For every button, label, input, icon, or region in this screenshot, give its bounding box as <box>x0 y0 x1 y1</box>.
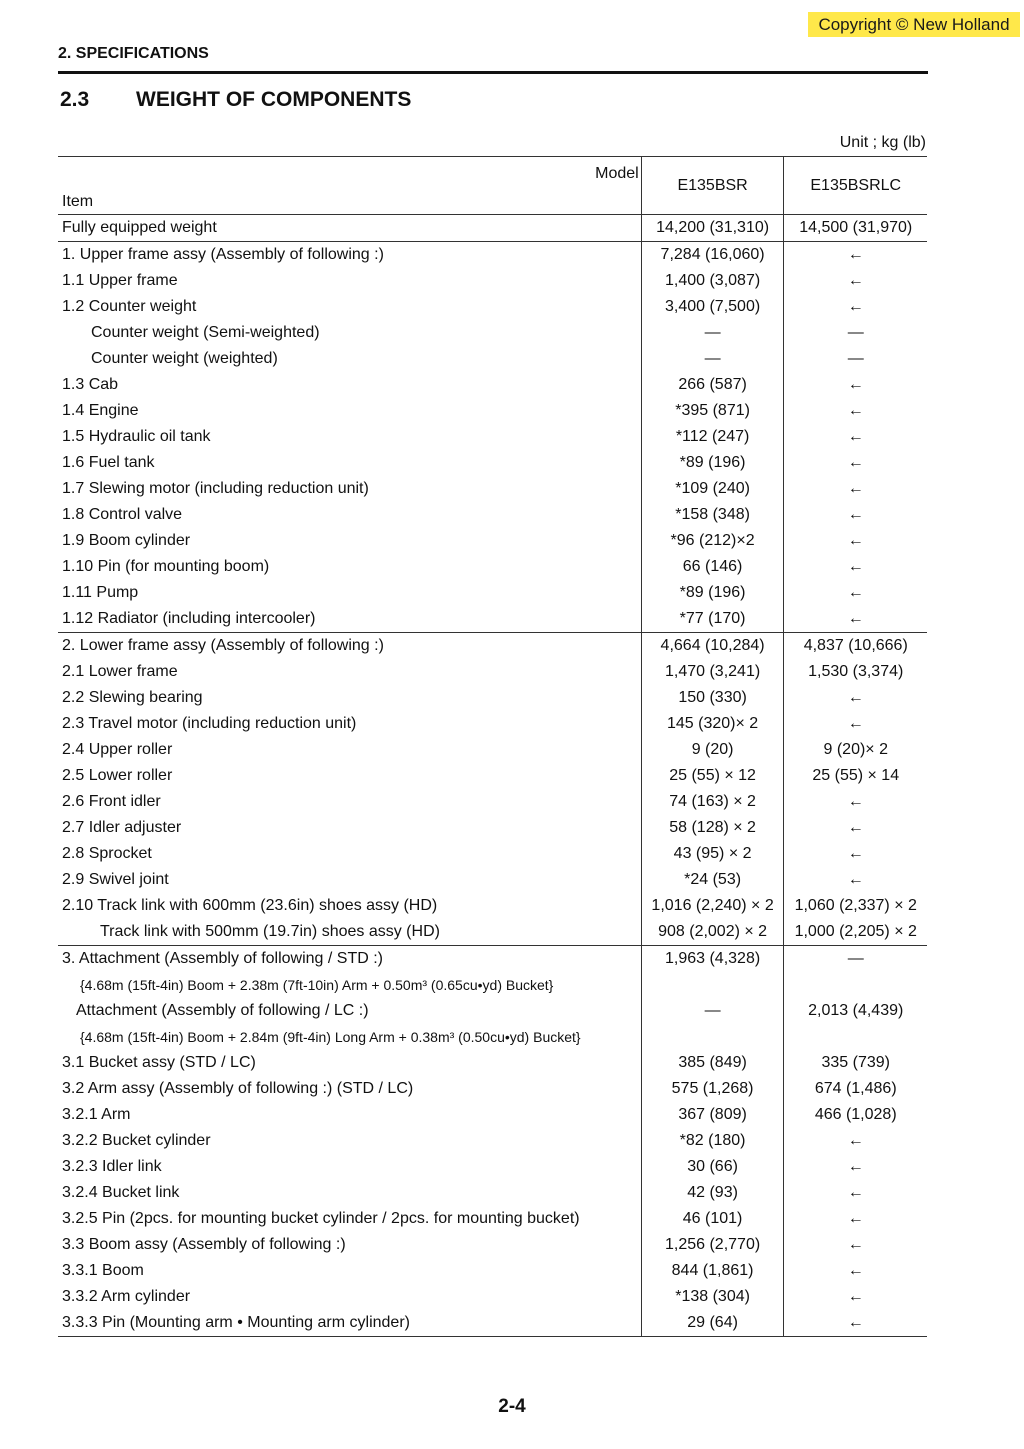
item-cell: 2.10 Track link with 600mm (23.6in) shoes assy (HD) <box>58 893 641 919</box>
item-cell: 3.3.3 Pin (Mounting arm • Mounting arm cylinder) <box>58 1310 641 1337</box>
table-row <box>58 528 927 554</box>
table-row <box>58 372 927 398</box>
e135bsr-weight-cell: 150 (330) <box>641 685 784 711</box>
item-cell: 2.7 Idler adjuster <box>58 815 641 841</box>
item-cell: 1.6 Fuel tank <box>58 450 641 476</box>
e135bsr-weight-cell: *138 (304) <box>641 1284 784 1310</box>
e135bsr-weight-cell: 9 (20) <box>641 737 784 763</box>
item-cell: 2.2 Slewing bearing <box>58 685 641 711</box>
item-cell: 1.11 Pump <box>58 580 641 606</box>
e135bsr-weight-cell: 908 (2,002) × 2 <box>641 919 784 946</box>
table-row <box>58 659 927 685</box>
table-row <box>58 1128 927 1154</box>
e135bsrlc-weight-cell: 2,013 (4,439) <box>808 1002 904 1019</box>
table-row <box>58 893 927 919</box>
e135bsr-weight-cell: 7,284 (16,060) <box>641 242 784 269</box>
item-cell: 3.2.1 Arm <box>58 1102 641 1128</box>
item-cell: 3.2.4 Bucket link <box>58 1180 641 1206</box>
item-cell: 2.1 Lower frame <box>58 659 641 685</box>
table-row <box>58 476 927 502</box>
e135bsr-weight-cell: 58 (128) × 2 <box>641 815 784 841</box>
e135bsrlc-weight-cell: ← <box>847 845 864 862</box>
e135bsrlc-weight-cell: ← <box>784 242 927 269</box>
unit-label: Unit ; kg (lb) <box>839 134 926 151</box>
e135bsr-weight-cell: 1,400 (3,087) <box>641 268 784 294</box>
table-row <box>58 789 927 815</box>
item-cell: Counter weight (Semi-weighted) <box>58 320 641 346</box>
item-cell: 3.2.2 Bucket cylinder <box>58 1128 641 1154</box>
e135bsrlc-weight-cell: ← <box>847 1158 864 1175</box>
e135bsrlc-weight-cell: ← <box>847 480 864 497</box>
item-cell: 2.6 Front idler <box>58 789 641 815</box>
table-row <box>58 502 927 528</box>
e135bsr-weight-cell: 46 (101) <box>641 1206 784 1232</box>
table-row <box>58 580 927 606</box>
e135bsrlc-weight-cell: 9 (20)× 2 <box>823 741 888 758</box>
e135bsrlc-weight-cell: ← <box>847 1210 864 1227</box>
table-row <box>58 919 927 946</box>
e135bsr-weight-cell: — <box>641 320 784 346</box>
header-col-e135bsrlc: E135BSRLC <box>784 157 927 215</box>
item-cell: {4.68m (15ft-4in) Boom + 2.84m (9ft-4in) Long Arm + 0.38m³ (0.50cu•yd) Bucket} <box>58 1024 641 1050</box>
e135bsrlc-weight-cell: — <box>784 946 927 973</box>
e135bsrlc-weight-cell: ← <box>847 506 864 523</box>
e135bsrlc-weight-cell: ← <box>847 871 864 888</box>
item-cell: 3.3.1 Boom <box>58 1258 641 1284</box>
item-cell: {4.68m (15ft-4in) Boom + 2.38m (7ft-10in) Arm + 0.50m³ (0.65cu•yd) Bucket} <box>58 972 641 998</box>
table-row <box>58 242 927 269</box>
e135bsr-weight-cell: 66 (146) <box>641 554 784 580</box>
e135bsrlc-weight-cell: ← <box>847 1288 864 1305</box>
copyright-badge: Copyright © New Holland <box>808 12 1020 37</box>
table-row <box>58 841 927 867</box>
e135bsrlc-weight-cell: 335 (739) <box>821 1054 890 1071</box>
e135bsr-weight-cell: *89 (196) <box>641 450 784 476</box>
table-row <box>58 1076 927 1102</box>
header-model-label: Model <box>595 165 639 182</box>
table-row <box>58 1258 927 1284</box>
table-row <box>58 685 927 711</box>
table-row <box>58 1310 927 1337</box>
weights-table <box>58 156 927 1337</box>
e135bsrlc-weight-cell: ← <box>847 298 864 315</box>
item-cell: 2.3 Travel motor (including reduction unit) <box>58 711 641 737</box>
e135bsr-weight-cell: 1,470 (3,241) <box>641 659 784 685</box>
e135bsr-weight-cell: *82 (180) <box>641 1128 784 1154</box>
table-row <box>58 320 927 346</box>
e135bsr-weight-cell: 1,016 (2,240) × 2 <box>641 893 784 919</box>
table-row <box>58 215 927 242</box>
item-cell: 2.5 Lower roller <box>58 763 641 789</box>
e135bsr-weight-cell: 29 (64) <box>641 1310 784 1337</box>
e135bsrlc-weight-cell: 466 (1,028) <box>814 1106 897 1123</box>
e135bsr-weight-cell: 575 (1,268) <box>641 1076 784 1102</box>
item-cell: 2.9 Swivel joint <box>58 867 641 893</box>
item-cell: 1.7 Slewing motor (including reduction unit) <box>58 476 641 502</box>
e135bsrlc-weight-cell: — <box>847 350 864 367</box>
e135bsr-weight-cell: *158 (348) <box>641 502 784 528</box>
e135bsr-weight-cell: *96 (212)×2 <box>641 528 784 554</box>
e135bsr-weight-cell <box>641 972 784 998</box>
item-cell: 3.2 Arm assy (Assembly of following :) (STD / LC) <box>58 1076 641 1102</box>
item-cell: 1.9 Boom cylinder <box>58 528 641 554</box>
item-cell: 1.2 Counter weight <box>58 294 641 320</box>
header-col-e135bsr: E135BSR <box>641 157 784 215</box>
e135bsr-weight-cell: *77 (170) <box>641 606 784 633</box>
table-row <box>58 1232 927 1258</box>
table-row <box>58 737 927 763</box>
e135bsrlc-weight-cell: ← <box>784 1310 927 1337</box>
e135bsrlc-weight-cell: ← <box>847 532 864 549</box>
item-cell: 2. Lower frame assy (Assembly of following :) <box>58 633 641 660</box>
item-cell: 2.8 Sprocket <box>58 841 641 867</box>
e135bsrlc-weight-cell: ← <box>847 428 864 445</box>
item-cell: 3.1 Bucket assy (STD / LC) <box>58 1050 641 1076</box>
table-row <box>58 1180 927 1206</box>
table-row <box>58 1206 927 1232</box>
e135bsr-weight-cell: *112 (247) <box>641 424 784 450</box>
e135bsr-weight-cell: 74 (163) × 2 <box>641 789 784 815</box>
e135bsr-weight-cell: 145 (320)× 2 <box>641 711 784 737</box>
e135bsr-weight-cell: *89 (196) <box>641 580 784 606</box>
e135bsrlc-weight-cell: ← <box>847 1184 864 1201</box>
e135bsrlc-weight-cell: ← <box>847 558 864 575</box>
e135bsrlc-weight-cell: 674 (1,486) <box>814 1080 897 1097</box>
e135bsr-weight-cell: — <box>641 346 784 372</box>
table-row <box>58 424 927 450</box>
item-cell: 3. Attachment (Assembly of following / STD :) <box>58 946 641 973</box>
e135bsrlc-weight-cell: ← <box>847 1132 864 1149</box>
e135bsr-weight-cell: 844 (1,861) <box>641 1258 784 1284</box>
e135bsr-weight-cell: *24 (53) <box>641 867 784 893</box>
item-cell: 1.8 Control valve <box>58 502 641 528</box>
e135bsrlc-weight-cell: ← <box>847 819 864 836</box>
e135bsr-weight-cell: 25 (55) × 12 <box>641 763 784 789</box>
header-item-cell <box>58 157 641 215</box>
table-row <box>58 1050 927 1076</box>
table-row <box>58 294 927 320</box>
header-item-label: Item <box>62 193 94 210</box>
item-cell: 3.3.2 Arm cylinder <box>58 1284 641 1310</box>
table-row <box>58 1154 927 1180</box>
e135bsr-weight-cell: — <box>641 998 784 1024</box>
table-row <box>58 972 927 998</box>
header-rule <box>58 71 928 74</box>
page-number: 2-4 <box>498 1396 526 1417</box>
item-cell: 2.4 Upper roller <box>58 737 641 763</box>
item-cell: 3.2.5 Pin (2pcs. for mounting bucket cylinder / 2pcs. for mounting bucket) <box>58 1206 641 1232</box>
table-row <box>58 1102 927 1128</box>
e135bsr-weight-cell: 1,256 (2,770) <box>641 1232 784 1258</box>
item-cell: Track link with 500mm (19.7in) shoes assy (HD) <box>58 919 641 946</box>
e135bsr-weight-cell: 14,200 (31,310) <box>641 215 784 242</box>
item-cell: 1.5 Hydraulic oil tank <box>58 424 641 450</box>
e135bsrlc-weight-cell: 1,060 (2,337) × 2 <box>794 897 917 914</box>
e135bsrlc-weight-cell: 1,530 (3,374) <box>808 663 904 680</box>
e135bsrlc-weight-cell: 1,000 (2,205) × 2 <box>794 923 917 940</box>
e135bsrlc-weight-cell <box>784 972 927 998</box>
e135bsr-weight-cell: 30 (66) <box>641 1154 784 1180</box>
table-row <box>58 450 927 476</box>
page-title: WEIGHT OF COMPONENTS <box>136 88 412 111</box>
e135bsr-weight-cell: 3,400 (7,500) <box>641 294 784 320</box>
e135bsrlc-weight-cell: ← <box>847 610 864 627</box>
table-row <box>58 633 927 660</box>
e135bsr-weight-cell: 4,664 (10,284) <box>641 633 784 660</box>
item-cell: Attachment (Assembly of following / LC :) <box>58 998 641 1024</box>
e135bsrlc-weight-cell: — <box>847 324 864 341</box>
section-label: 2. SPECIFICATIONS <box>58 45 209 62</box>
table-row <box>58 867 927 893</box>
e135bsrlc-weight-cell: ← <box>847 715 864 732</box>
table-row <box>58 711 927 737</box>
item-cell: 3.2.3 Idler link <box>58 1154 641 1180</box>
item-cell: 1.1 Upper frame <box>58 268 641 294</box>
e135bsrlc-weight-cell: ← <box>847 1236 864 1253</box>
e135bsr-weight-cell <box>641 1024 784 1050</box>
table-row <box>58 1024 927 1050</box>
e135bsr-weight-cell: 43 (95) × 2 <box>641 841 784 867</box>
e135bsr-weight-cell: 1,963 (4,328) <box>641 946 784 973</box>
item-cell: 1.12 Radiator (including intercooler) <box>58 606 641 633</box>
e135bsr-weight-cell: *395 (871) <box>641 398 784 424</box>
table-row <box>58 554 927 580</box>
table-row <box>58 606 927 633</box>
table-row <box>58 346 927 372</box>
item-cell: 1.10 Pin (for mounting boom) <box>58 554 641 580</box>
e135bsrlc-weight-cell: ← <box>847 376 864 393</box>
e135bsrlc-weight-cell: ← <box>847 689 864 706</box>
e135bsr-weight-cell: *109 (240) <box>641 476 784 502</box>
table-row <box>58 815 927 841</box>
e135bsr-weight-cell: 266 (587) <box>641 372 784 398</box>
item-cell: Counter weight (weighted) <box>58 346 641 372</box>
e135bsr-weight-cell: 367 (809) <box>641 1102 784 1128</box>
e135bsrlc-weight-cell: 25 (55) × 14 <box>812 767 900 784</box>
e135bsrlc-weight-cell: 14,500 (31,970) <box>784 215 927 242</box>
e135bsr-weight-cell: 42 (93) <box>641 1180 784 1206</box>
table-row <box>58 268 927 294</box>
e135bsrlc-weight-cell: ← <box>847 272 864 289</box>
heading-number: 2.3 <box>60 88 90 111</box>
e135bsrlc-weight-cell <box>784 1024 927 1050</box>
e135bsrlc-weight-cell: ← <box>847 584 864 601</box>
e135bsrlc-weight-cell: ← <box>847 1262 864 1279</box>
table-row <box>58 998 927 1024</box>
item-cell: 1.4 Engine <box>58 398 641 424</box>
table-row <box>58 1284 927 1310</box>
item-cell: 3.3 Boom assy (Assembly of following :) <box>58 1232 641 1258</box>
e135bsrlc-weight-cell: 4,837 (10,666) <box>784 633 927 660</box>
e135bsr-weight-cell: 385 (849) <box>641 1050 784 1076</box>
item-cell: 1.3 Cab <box>58 372 641 398</box>
item-cell: Fully equipped weight <box>58 215 641 242</box>
table-row <box>58 763 927 789</box>
e135bsrlc-weight-cell: ← <box>847 454 864 471</box>
e135bsrlc-weight-cell: ← <box>847 402 864 419</box>
e135bsrlc-weight-cell: ← <box>847 793 864 810</box>
table-header-row <box>58 157 927 215</box>
table-row <box>58 946 927 973</box>
item-cell: 1. Upper frame assy (Assembly of following :) <box>58 242 641 269</box>
table-row <box>58 398 927 424</box>
